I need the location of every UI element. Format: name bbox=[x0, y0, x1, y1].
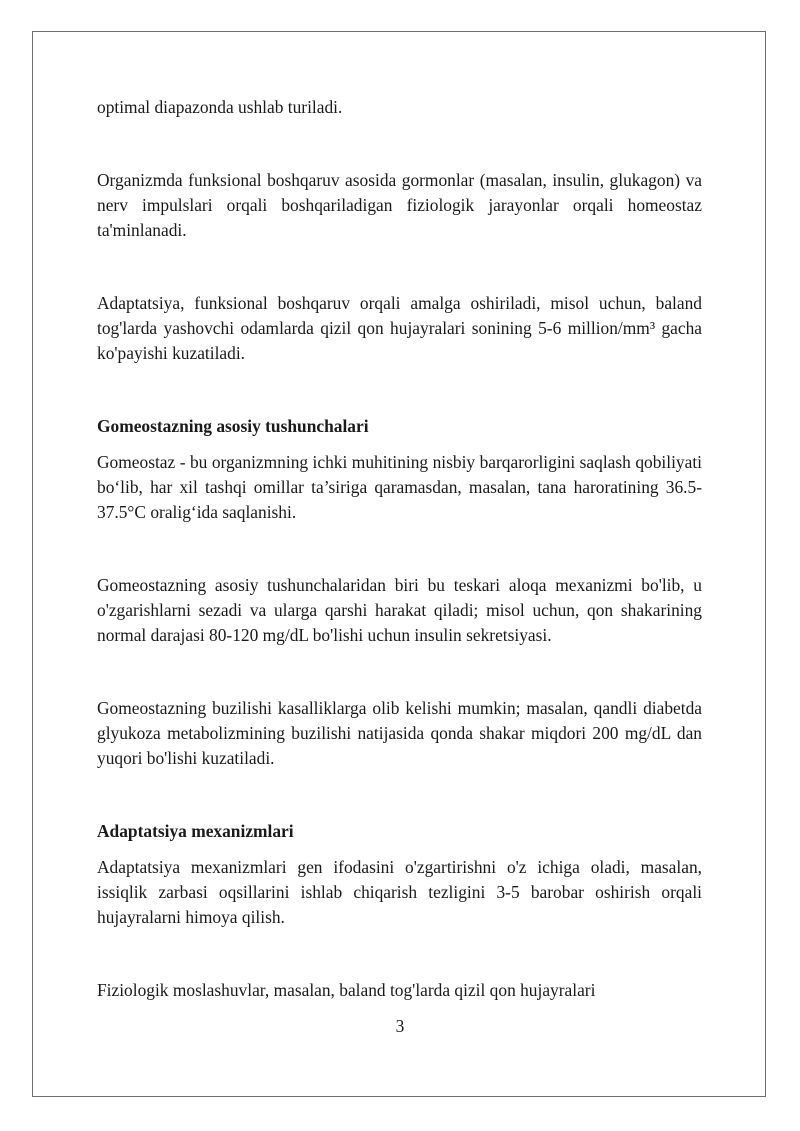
paragraph: Gomeostaz - bu organizmning ichki muhitining nisbiy barqarorligini saqlash qobiliyati bo‘lib, har xil tashqi omillar ta’siriga qaramasdan, masalan, tana haroratining 36.5-37.5°C oralig‘ida saqlanishi. bbox=[97, 452, 702, 522]
paragraph: Gomeostazning asosiy tushunchalaridan biri bu teskari aloqa mexanizmi bo'lib, u o'zgarishlarni sezadi va ularga qarshi harakat qiladi; misol uchun, qon shakarining normal darajasi 80-120 mg/dL bo'lishi uchun insulin sekretsiyasi. bbox=[97, 575, 702, 645]
section-heading: Adaptatsiya mexanizmlari bbox=[97, 821, 294, 841]
section-heading: Gomeostazning asosiy tushunchalari bbox=[97, 416, 369, 436]
paragraph: Fiziologik moslashuvlar, masalan, baland tog'larda qizil qon hujayralari bbox=[97, 980, 596, 1000]
paragraph: optimal diapazonda ushlab turiladi. bbox=[97, 97, 343, 117]
paragraph: Gomeostazning buzilishi kasalliklarga olib kelishi mumkin; masalan, qandli diabetda glyukoza metabolizmining buzilishi natijasida qonda shakar miqdori 200 mg/dL dan yuqori bo'lishi kuzatiladi. bbox=[97, 698, 702, 768]
paragraph: Adaptatsiya mexanizmlari gen ifodasini o'zgartirishni o'z ichiga oladi, masalan, issiqlik zarbasi oqsillarini ishlab chiqarish tezligini 3-5 barobar oshirish orqali hujayralarni himoya qilish. bbox=[97, 857, 702, 927]
document-body bbox=[97, 95, 702, 1003]
paragraph: Adaptatsiya, funksional boshqaruv orqali amalga oshiriladi, misol uchun, baland tog'larda yashovchi odamlarda qizil qon hujayralari sonining 5-6 million/mm³ gacha ko'payishi kuzatiladi. bbox=[97, 293, 702, 363]
paragraph: Organizmda funksional boshqaruv asosida gormonlar (masalan, insulin, glukagon) va nerv impulslari orqali boshqariladigan fiziologik jarayonlar orqali homeostaz ta'minlanadi. bbox=[97, 170, 702, 240]
page-number: 3 bbox=[395, 1016, 405, 1036]
